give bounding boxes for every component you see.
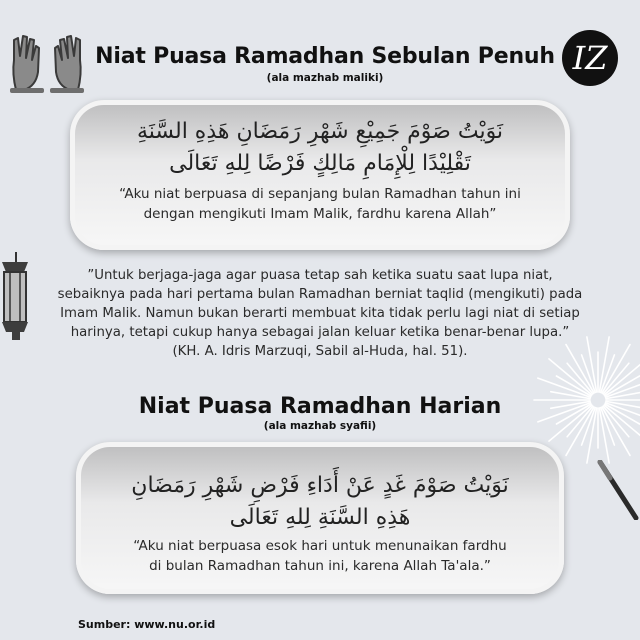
arabic-line: تَقْلِيْدًا لِلْإِمَامِ مَالِكٍ فَرْضًا لِلهِ تَعَالَى — [169, 151, 471, 176]
translation-daily — [96, 536, 544, 576]
firework-ray — [604, 359, 640, 395]
note-line: Imam Malik. Namun bukan berarti membuat kita tidak perlu lagi niat di setiap — [60, 306, 580, 321]
praying-hands-icon — [8, 30, 86, 96]
translation-line: di bulan Ramadhan tahun ini, karena Allah Ta'ala.” — [149, 558, 491, 574]
section1-subtitle: (ala mazhab maliki) — [266, 72, 384, 84]
note-line: harinya, tetapi cukup hanya sebagai jalan keluar ketika benar-benar lupa.” — [70, 325, 570, 340]
section2-subtitle: (ala mazhab syafii) — [263, 420, 377, 432]
translation-line: dengan mengikuti Imam Malik, fardhu karena Allah” — [143, 206, 497, 222]
translation-monthly — [90, 184, 550, 224]
source-credit: Sumber: www.nu.or.id — [78, 618, 216, 631]
section1-title: Niat Puasa Ramadhan Sebulan Penuh — [95, 44, 555, 69]
arabic-line: هَذِهِ السَّنَةِ لِلهِ تَعَالَى — [229, 505, 411, 530]
translation-line: “Aku niat berpuasa di sepanjang bulan Ramadhan tahun ini — [119, 186, 521, 202]
note-line: sebaiknya pada hari pertama bulan Ramadhan berniat taqlid (mengikuti) pada — [57, 287, 583, 302]
firework-ray — [606, 378, 640, 397]
section2-title: Niat Puasa Ramadhan Harian — [138, 394, 502, 419]
firework-ray — [604, 405, 640, 441]
arabic-text-daily — [96, 470, 544, 534]
translation-line: “Aku niat berpuasa esok hari untuk menunaikan fardhu — [133, 538, 507, 554]
niat-card-daily — [76, 442, 564, 594]
note-citation: (KH. A. Idris Marzuqi, Sabil al-Huda, hal. 51). — [172, 344, 468, 359]
firework-ray — [606, 403, 640, 422]
note-line: ”Untuk berjaga-jaga agar puasa tetap sah ketika suatu saat lupa niat, — [87, 268, 553, 283]
arabic-line: نَوَيْتُ صَوْمَ جَمِيْعِ شَهْرِ رَمَضَانِ هَذِهِ السَّنَةِ — [136, 119, 504, 144]
logo-text: IZ — [572, 39, 608, 77]
sparkler-stick-icon — [596, 460, 640, 520]
niat-card-monthly — [70, 100, 570, 250]
lantern-icon — [0, 252, 28, 372]
iz-logo — [562, 30, 618, 86]
arabic-text-monthly — [90, 116, 550, 180]
arabic-line: نَوَيْتُ صَوْمَ غَدٍ عَنْ أَدَاءِ فَرْضِ شَهْرِ رَمَضَانِ — [131, 473, 509, 498]
